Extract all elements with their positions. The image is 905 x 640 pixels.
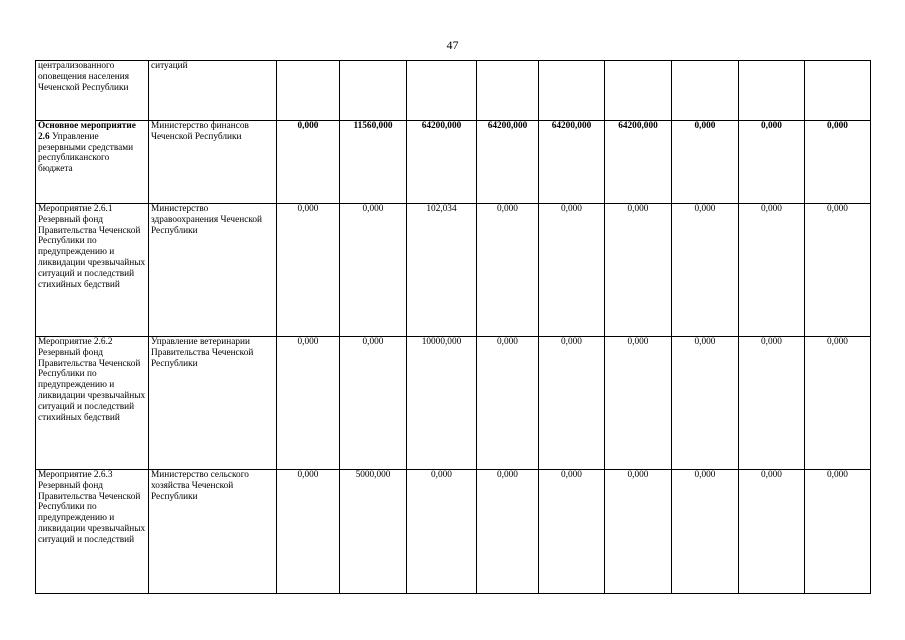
budget-table	[35, 60, 871, 594]
amount-cell: 0,000	[277, 337, 340, 470]
amount-cell	[672, 61, 739, 121]
amount-cell	[739, 61, 805, 121]
amount-cell: 0,000	[672, 470, 739, 594]
amount-cell: 64200,000	[605, 121, 672, 204]
amount-cell: 10000,000	[407, 337, 477, 470]
measure-name-cell	[36, 470, 149, 594]
amount-cell	[539, 61, 605, 121]
amount-cell: 0,000	[805, 121, 871, 204]
amount-cell	[340, 61, 407, 121]
amount-cell: 0,000	[805, 470, 871, 594]
measure-code: Основное мероприятие 2.6	[38, 121, 136, 142]
amount-cell: 0,000	[477, 337, 539, 470]
executor-cell: Министерство сельского хозяйства Чеченской Республики	[149, 470, 277, 594]
table-row	[36, 61, 871, 121]
amount-cell: 11560,000	[340, 121, 407, 204]
measure-name-cell	[36, 121, 149, 204]
measure-name: Мероприятие 2.6.2 Резервный фонд Правительства Чеченской Республики по предупреждению и ликвидации чрезвычайных ситуаций и последствий стихийных бедствий	[38, 337, 146, 423]
amount-cell: 0,000	[605, 337, 672, 470]
amount-cell: 0,000	[477, 204, 539, 337]
measure-name-cell	[36, 337, 149, 470]
amount-cell: 5000,000	[340, 470, 407, 594]
table-row	[36, 121, 871, 204]
amount-cell: 64200,000	[539, 121, 605, 204]
amount-cell: 0,000	[539, 337, 605, 470]
amount-cell	[605, 61, 672, 121]
executor-cell: Министерство здравоохранения Чеченской Республики	[149, 204, 277, 337]
amount-cell: 0,000	[277, 470, 340, 594]
amount-cell: 0,000	[277, 121, 340, 204]
measure-name-cell	[36, 61, 149, 121]
table-row	[36, 204, 871, 337]
amount-cell: 0,000	[605, 204, 672, 337]
page-number: 47	[446, 38, 459, 52]
amount-cell: 64200,000	[407, 121, 477, 204]
amount-cell	[477, 61, 539, 121]
amount-cell: 0,000	[539, 204, 605, 337]
table-row	[36, 337, 871, 470]
measure-name: Мероприятие 2.6.1 Резервный фонд Правительства Чеченской Республики по предупреждению и ликвидации чрезвычайных ситуаций и последствий стихийных бедствий	[38, 204, 146, 290]
amount-cell: 0,000	[805, 204, 871, 337]
measure-name: централизованного оповещения населения Чеченской Республики	[38, 61, 130, 93]
amount-cell: 64200,000	[477, 121, 539, 204]
amount-cell: 0,000	[805, 337, 871, 470]
amount-cell	[277, 61, 340, 121]
amount-cell: 0,000	[605, 470, 672, 594]
amount-cell: 0,000	[277, 204, 340, 337]
amount-cell: 0,000	[739, 121, 805, 204]
executor-cell: ситуаций	[149, 61, 277, 121]
amount-cell	[407, 61, 477, 121]
amount-cell: 0,000	[340, 204, 407, 337]
amount-cell	[805, 61, 871, 121]
executor-cell: Управление ветеринарии Правительства Чеченской Республики	[149, 337, 277, 470]
amount-cell: 0,000	[739, 337, 805, 470]
amount-cell: 0,000	[340, 337, 407, 470]
amount-cell: 0,000	[672, 337, 739, 470]
amount-cell: 0,000	[539, 470, 605, 594]
amount-cell: 0,000	[407, 470, 477, 594]
amount-cell: 0,000	[477, 470, 539, 594]
table-row	[36, 470, 871, 594]
amount-cell: 102,034	[407, 204, 477, 337]
amount-cell: 0,000	[672, 204, 739, 337]
amount-cell: 0,000	[672, 121, 739, 204]
measure-name: Управление резервными средствами республиканского бюджета	[38, 131, 134, 175]
amount-cell: 0,000	[739, 470, 805, 594]
measure-name: Мероприятие 2.6.3 Резервный фонд Правительства Чеченской Республики по предупреждению и ликвидации чрезвычайных ситуаций и последствий	[38, 470, 146, 545]
measure-name-cell	[36, 204, 149, 337]
amount-cell: 0,000	[739, 204, 805, 337]
executor-cell: Министерство финансов Чеченской Республики	[149, 121, 277, 204]
